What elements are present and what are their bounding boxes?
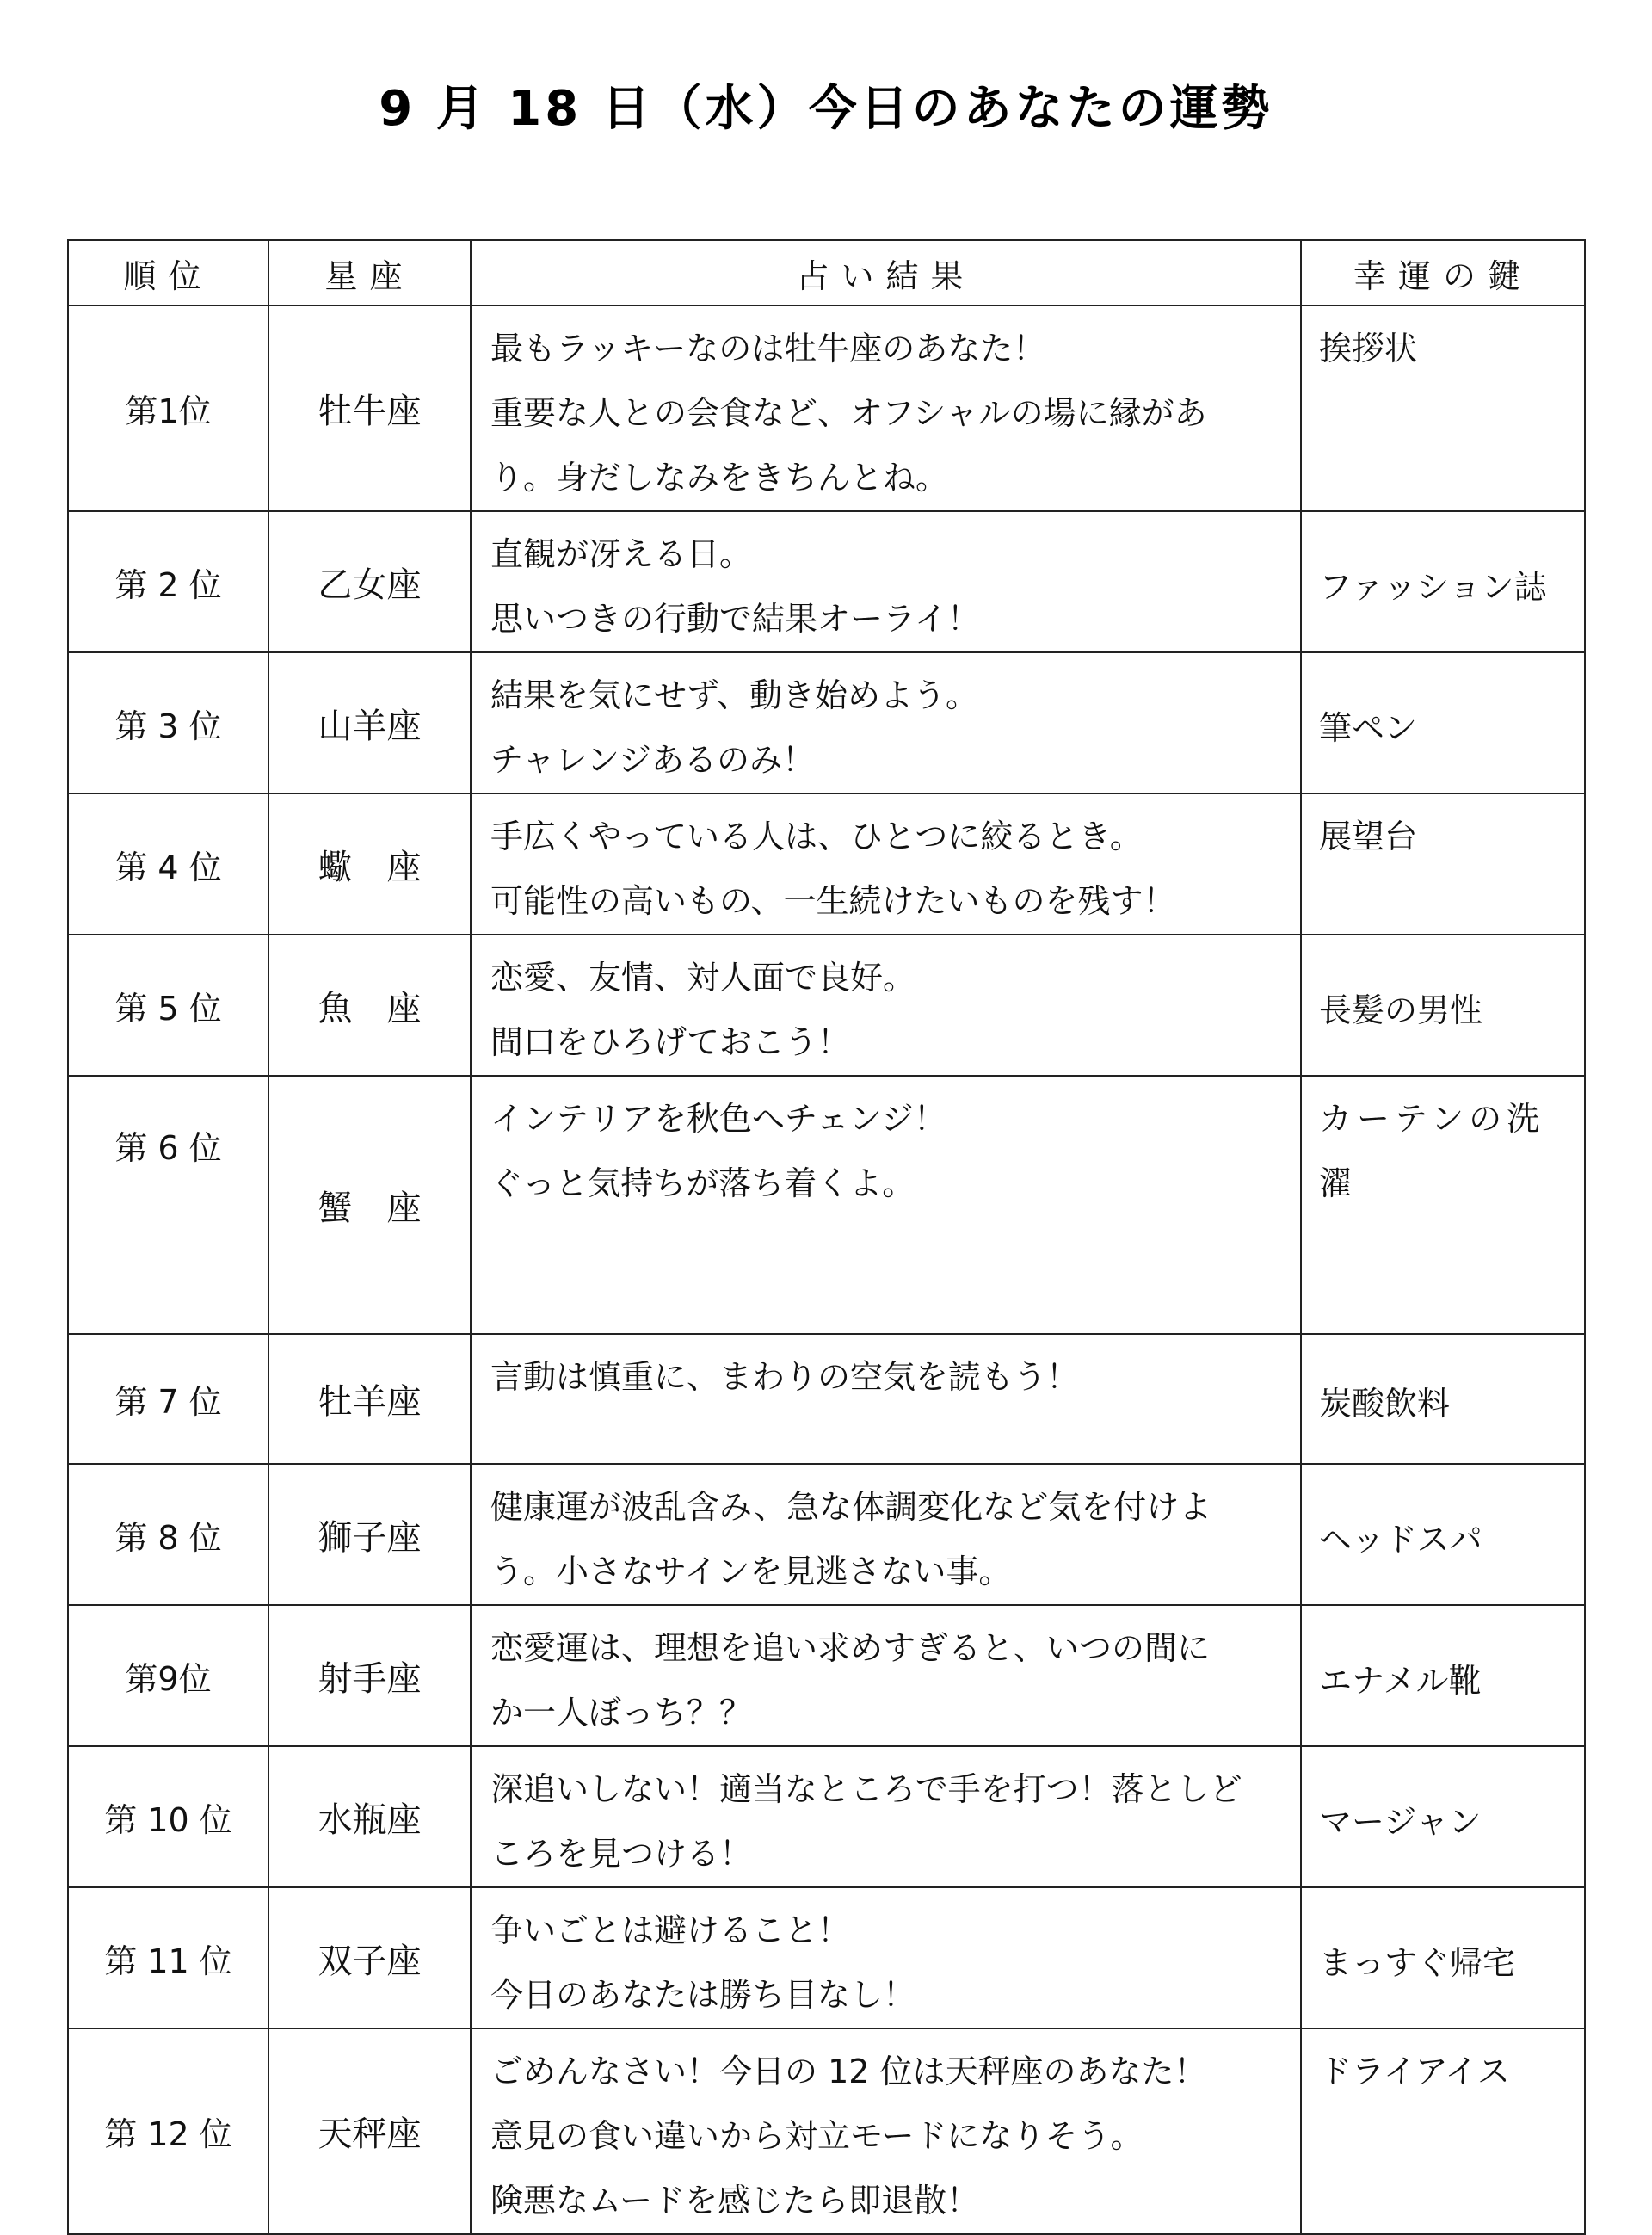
rank-cell: 第 12 位: [68, 2028, 268, 2234]
table-row: [68, 652, 1585, 793]
rank-cell: 第 5 位: [68, 935, 268, 1076]
lucky-key-cell: 炭酸飲料: [1301, 1334, 1585, 1464]
result-line: 間口をひろげておこう！: [490, 1023, 851, 1061]
sign-cell: 水瓶座: [268, 1746, 471, 1887]
lucky-key-cell: マージャン: [1301, 1746, 1585, 1887]
lucky-key-cell: 挨拶状: [1301, 306, 1585, 511]
sign-cell: 魚 座: [268, 935, 471, 1076]
header-rank: 順位: [68, 240, 268, 306]
result-cell: [471, 2028, 1301, 2234]
lucky-key-cell: ヘッドスパ: [1301, 1464, 1585, 1605]
result-line: 険悪なムードを感じたら即退散！: [490, 2182, 980, 2220]
sign-cell: 射手座: [268, 1605, 471, 1746]
table-row: [68, 511, 1585, 652]
result-line: 結果を気にせず、動き始めよう。: [490, 676, 978, 714]
table-row: [68, 793, 1585, 935]
result-line: 健康運が波乱含み、急な体調変化など気を付けよ: [490, 1488, 1212, 1526]
result-line: 恋愛、友情、対人面で良好。: [490, 959, 916, 997]
rank-cell: 第 10 位: [68, 1746, 268, 1887]
rank-cell: 第 6 位: [68, 1076, 268, 1334]
sign-cell: 牡羊座: [268, 1334, 471, 1464]
result-line: インテリアを秋色へチェンジ！: [490, 1100, 946, 1138]
rank-cell: 第1位: [68, 306, 268, 511]
sign-cell: 牡牛座: [268, 306, 471, 511]
sign-cell: 双子座: [268, 1887, 471, 2028]
table-row: [68, 2028, 1585, 2234]
result-line: ごめんなさい！今日の 12 位は天秤座のあなた！: [490, 2053, 1207, 2090]
result-line: ころを見つける！: [490, 1835, 753, 1873]
rank-cell: 第 7 位: [68, 1334, 268, 1464]
table-row: [68, 1464, 1585, 1605]
table-row: [68, 1887, 1585, 2028]
rank-cell: 第 11 位: [68, 1887, 268, 2028]
table-row: [68, 1334, 1585, 1464]
sign-cell: 獅子座: [268, 1464, 471, 1605]
header-sign: 星座: [268, 240, 471, 306]
lucky-key-cell: ファッション誌: [1301, 511, 1585, 652]
result-cell: [471, 511, 1301, 652]
result-line: チャレンジあるのみ！: [490, 741, 815, 779]
sign-cell: 天秤座: [268, 2028, 471, 2234]
header-result: 占い結果: [471, 240, 1301, 306]
result-cell: [471, 793, 1301, 935]
header-key: 幸運の鍵: [1301, 240, 1585, 306]
table-row: [68, 1746, 1585, 1887]
lucky-key-cell: 展望台: [1301, 793, 1585, 935]
lucky-key-cell: エナメル靴: [1301, 1605, 1585, 1746]
lucky-key-cell: 長髪の男性: [1301, 935, 1585, 1076]
result-line: 手広くやっている人は、ひとつに絞るとき。: [490, 818, 1143, 855]
result-cell: [471, 935, 1301, 1076]
result-cell: [471, 652, 1301, 793]
result-line: 可能性の高いもの、一生続けたいものを残す！: [490, 882, 1176, 920]
result-line: 最もラッキーなのは牡牛座のあなた！: [490, 330, 1046, 367]
rank-cell: 第9位: [68, 1605, 268, 1746]
header-row: [68, 240, 1585, 306]
table-row: [68, 306, 1585, 511]
sign-cell: 蠍 座: [268, 793, 471, 935]
result-line: 意見の食い違いから対立モードになりそう。: [490, 2117, 1143, 2155]
fortune-table: [67, 239, 1586, 2235]
rank-cell: 第 2 位: [68, 511, 268, 652]
result-line: う。小さなサインを見逃さない事。: [490, 1553, 1012, 1590]
result-line: 思いつきの行動で結果オーライ！: [490, 600, 980, 638]
result-line: ぐっと気持ちが落ち着くよ。: [490, 1164, 915, 1202]
rank-cell: 第 4 位: [68, 793, 268, 935]
result-line: 恋愛運は、理想を追い求めすぎると、いつの間に: [490, 1629, 1211, 1667]
lucky-key-cell: 筆ペン: [1301, 652, 1585, 793]
sign-cell: 山羊座: [268, 652, 471, 793]
result-cell: [471, 1605, 1301, 1746]
result-line: 言動は慎重に、まわりの空気を読もう！: [490, 1358, 1080, 1396]
result-line: 争いごとは避けること！: [490, 1911, 851, 1949]
result-line: 直観が冴える日。: [490, 535, 753, 573]
result-cell: [471, 1887, 1301, 2028]
table-row: [68, 1605, 1585, 1746]
lucky-key-cell: カーテンの洗濯: [1301, 1076, 1585, 1334]
result-cell: [471, 1334, 1301, 1464]
result-line: か一人ぼっち？？: [490, 1694, 753, 1732]
result-line: 今日のあなたは勝ち目なし！: [490, 1976, 916, 2014]
lucky-key-cell: まっすぐ帰宅: [1301, 1887, 1585, 2028]
result-cell: [471, 1746, 1301, 1887]
sign-cell: 蟹 座: [268, 1076, 471, 1334]
rank-cell: 第 8 位: [68, 1464, 268, 1605]
table-row: [68, 935, 1585, 1076]
sign-cell: 乙女座: [268, 511, 471, 652]
result-cell: [471, 306, 1301, 511]
rank-cell: 第 3 位: [68, 652, 268, 793]
result-cell: [471, 1464, 1301, 1605]
result-cell: [471, 1076, 1301, 1334]
table-row: [68, 1076, 1585, 1334]
page-title: 9 月 18 日（水）今日のあなたの運勢: [379, 81, 1273, 137]
lucky-key-cell: ドライアイス: [1301, 2028, 1585, 2234]
result-line: り。身だしなみをきちんとね。: [490, 459, 949, 497]
result-line: 深追いしない！適当なところで手を打つ！落としど: [490, 1770, 1242, 1808]
result-line: 重要な人との会食など、オフシャルの場に縁があ: [490, 394, 1207, 432]
